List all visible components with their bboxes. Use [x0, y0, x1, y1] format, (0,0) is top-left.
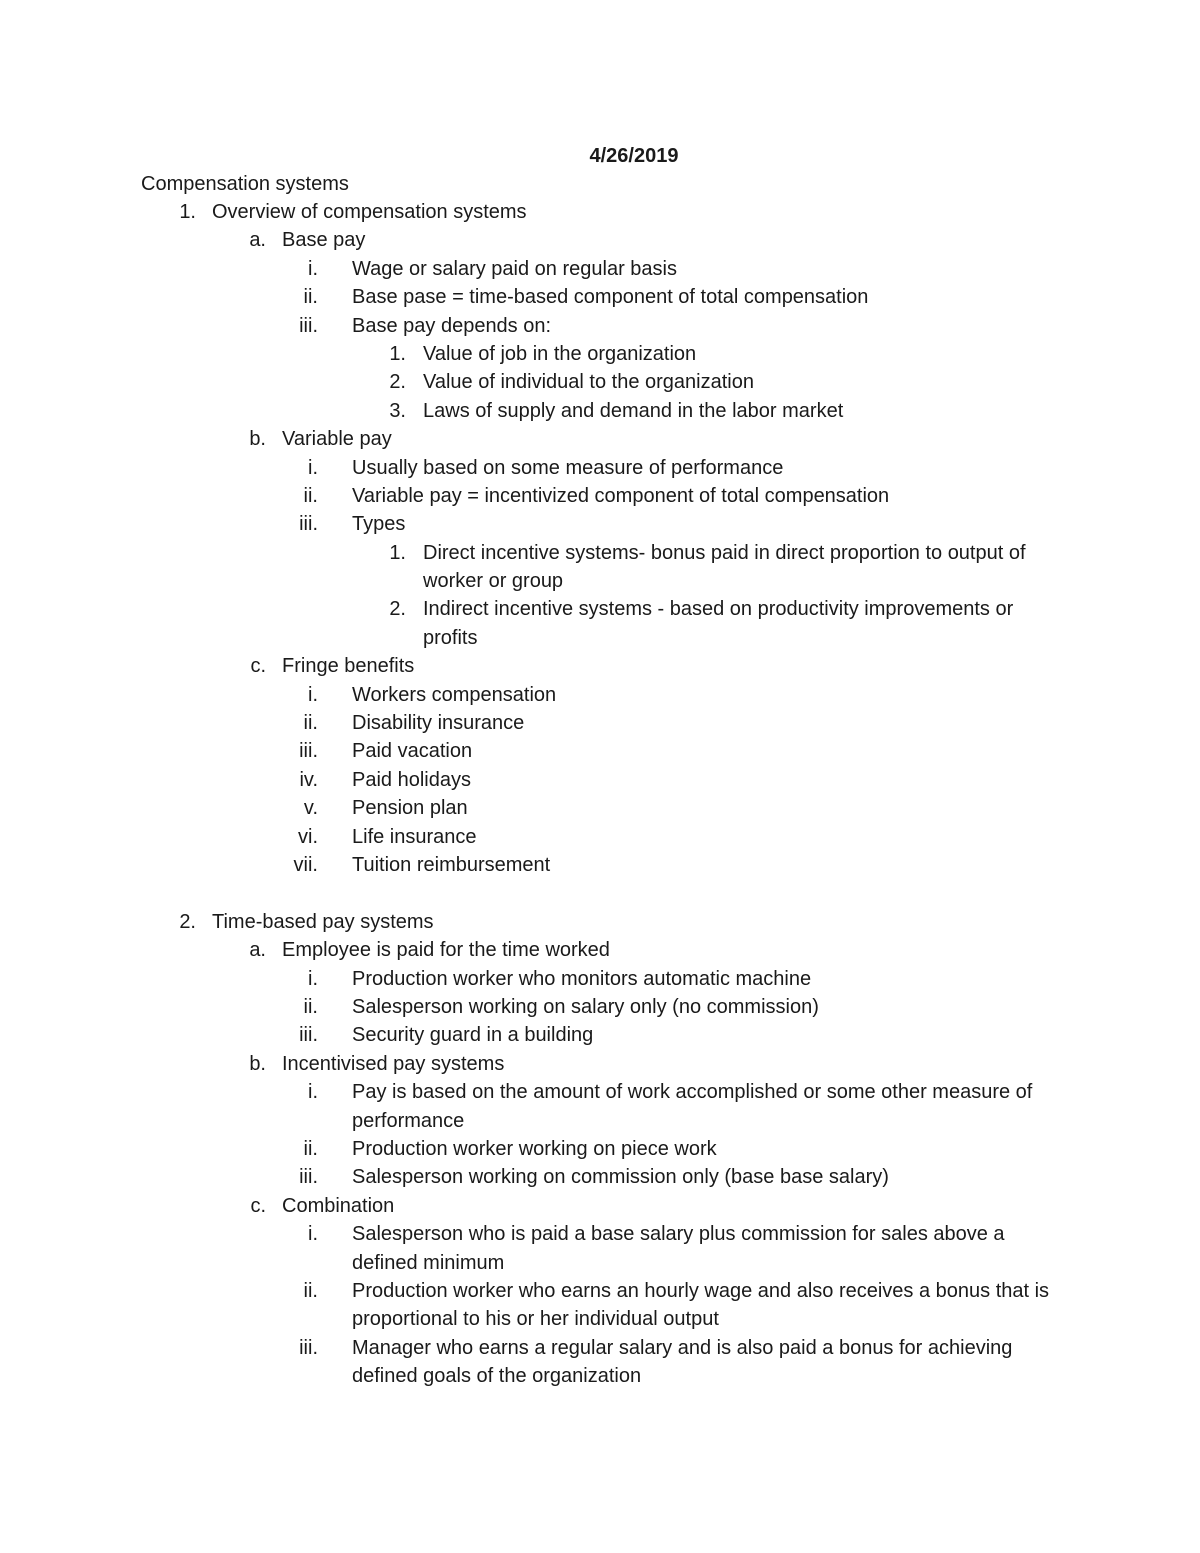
list-marker: c. — [250, 655, 266, 678]
list-marker: ii. — [303, 995, 318, 1018]
list-item-text: Employee is paid for the time worked — [282, 939, 610, 962]
list-marker: b. — [249, 428, 266, 451]
list-marker: iii. — [299, 1336, 318, 1359]
list-marker: i. — [308, 456, 318, 479]
list-item-text: Usually based on some measure of performance — [352, 456, 784, 479]
outline-item-level2 — [0, 652, 1200, 680]
list-item-text: Base pase = time-based component of total compensation — [352, 286, 869, 309]
list-marker: a. — [249, 229, 266, 252]
list-item-text: Combination — [282, 1194, 395, 1217]
list-marker: iv. — [299, 768, 318, 791]
list-item-text: Incentivised pay systems — [282, 1052, 505, 1075]
list-marker: i. — [308, 967, 318, 990]
list-item-text: Variable pay = incentivized component of total compensation — [352, 484, 890, 507]
list-item-text: Production worker who monitors automatic machine — [352, 967, 812, 990]
list-item-text: Pay is based on the amount of work accomplished or some other measure of performance — [352, 1081, 1033, 1132]
outline-item-level1 — [0, 908, 1200, 936]
outline-item-level3 — [0, 283, 1200, 311]
list-marker: 1. — [179, 201, 196, 223]
list-marker: iii. — [299, 1166, 318, 1189]
outline-item-level3 — [0, 766, 1200, 794]
list-item-text: Overview of compensation systems — [212, 201, 527, 223]
list-item-text: Salesperson working on commission only (base base salary) — [352, 1166, 889, 1189]
list-item-text: Paid vacation — [352, 740, 473, 763]
list-marker: 1. — [389, 342, 406, 365]
list-marker: a. — [249, 939, 266, 962]
list-marker: ii. — [303, 1279, 318, 1302]
list-marker: i. — [308, 1081, 318, 1104]
blank-line — [0, 879, 1200, 907]
list-item-text: Laws of supply and demand in the labor market — [423, 399, 844, 422]
outline-item-level3 — [0, 510, 1200, 538]
list-item-text: Salesperson working on salary only (no commission) — [352, 995, 819, 1018]
outline-item-level3 — [0, 1334, 1200, 1391]
outline-item-level3 — [0, 255, 1200, 283]
outline-item-level3 — [0, 794, 1200, 822]
outline-item-level2 — [0, 1050, 1200, 1078]
list-item-text: Life insurance — [352, 825, 477, 848]
list-marker: 3. — [389, 399, 406, 422]
list-marker: 2. — [179, 910, 196, 933]
list-marker: ii. — [303, 712, 318, 735]
list-marker: b. — [249, 1052, 266, 1075]
list-item-text: Tuition reimbursement — [352, 854, 551, 877]
list-marker: iii. — [299, 513, 318, 536]
list-marker: 1. — [389, 541, 406, 564]
outline-item-level3 — [0, 1135, 1200, 1163]
outline-item-level4 — [0, 340, 1200, 368]
list-marker: i. — [308, 1223, 318, 1246]
document-title: Compensation systems — [141, 173, 349, 195]
list-item-text: Paid holidays — [352, 768, 471, 791]
list-marker: iii. — [299, 314, 318, 337]
list-item-text: Security guard in a building — [352, 1024, 594, 1047]
list-item-text: Manager who earns a regular salary and is also paid a bonus for achieving defined goals of the organization — [352, 1336, 1013, 1388]
outline-item-level3 — [0, 1277, 1200, 1334]
outline-item-level2 — [0, 1192, 1200, 1220]
list-item-text: Value of job in the organization — [423, 342, 697, 365]
list-marker: 2. — [389, 598, 406, 621]
outline-list — [0, 198, 1200, 1391]
list-item-text: Wage or salary paid on regular basis — [352, 257, 677, 280]
outline-item-level3 — [0, 993, 1200, 1021]
outline-item-level3 — [0, 454, 1200, 482]
list-item-text: Pension plan — [352, 797, 468, 820]
list-marker: ii. — [303, 1137, 318, 1160]
outline-item-level2 — [0, 425, 1200, 453]
outline-item-level4 — [0, 368, 1200, 396]
outline-item-level3 — [0, 681, 1200, 709]
list-item-text: Workers compensation — [352, 683, 557, 706]
outline-item-level3 — [0, 709, 1200, 737]
list-item-text: Base pay depends on: — [352, 314, 552, 337]
outline-item-level3 — [0, 851, 1200, 879]
list-item-text: Indirect incentive systems - based on productivity improvements or profits — [423, 598, 1014, 649]
outline-item-level3 — [0, 482, 1200, 510]
list-item-text: Time-based pay systems — [212, 910, 434, 933]
list-item-text: Base pay — [282, 229, 366, 252]
list-item-text: Production worker working on piece work — [352, 1137, 717, 1160]
outline-item-level4 — [0, 539, 1200, 596]
list-marker: iii. — [299, 1024, 318, 1047]
list-marker: 2. — [389, 371, 406, 394]
list-item-text: Value of individual to the organization — [423, 371, 754, 394]
outline-item-level3 — [0, 1163, 1200, 1191]
list-item-text: Disability insurance — [352, 712, 525, 735]
list-item-text: Variable pay — [282, 428, 392, 451]
list-marker: c. — [250, 1194, 266, 1217]
list-item-text: Salesperson who is paid a base salary plus commission for sales above a defined minimum — [352, 1223, 1005, 1274]
list-marker: ii. — [303, 484, 318, 507]
list-marker: i. — [308, 257, 318, 280]
outline-item-level3 — [0, 823, 1200, 851]
outline-item-level3 — [0, 965, 1200, 993]
list-marker: iii. — [299, 740, 318, 763]
outline-item-level2 — [0, 936, 1200, 964]
outline-item-level3 — [0, 1220, 1200, 1277]
list-marker: ii. — [303, 286, 318, 309]
list-item-text: Direct incentive systems- bonus paid in direct proportion to output of worker or group — [423, 541, 1026, 593]
list-marker: vi. — [298, 825, 318, 848]
list-marker: i. — [308, 683, 318, 706]
outline-item-level3 — [0, 1078, 1200, 1135]
outline-item-level3 — [0, 737, 1200, 765]
list-item-text: Production worker who earns an hourly wage and also receives a bonus that is proportional to his or her individual output — [352, 1279, 1050, 1331]
outline-item-level3 — [0, 312, 1200, 340]
list-marker: v. — [303, 797, 318, 820]
list-item-text: Types — [352, 513, 406, 536]
outline-item-level2 — [0, 226, 1200, 254]
list-marker: vii. — [293, 854, 318, 877]
list-item-text: Fringe benefits — [282, 655, 415, 678]
outline-item-level4 — [0, 595, 1200, 652]
outline-item-level4 — [0, 397, 1200, 425]
outline-item-level3 — [0, 1021, 1200, 1049]
outline-item-level1 — [0, 198, 1200, 226]
document-date: 4/26/2019 — [589, 145, 679, 167]
